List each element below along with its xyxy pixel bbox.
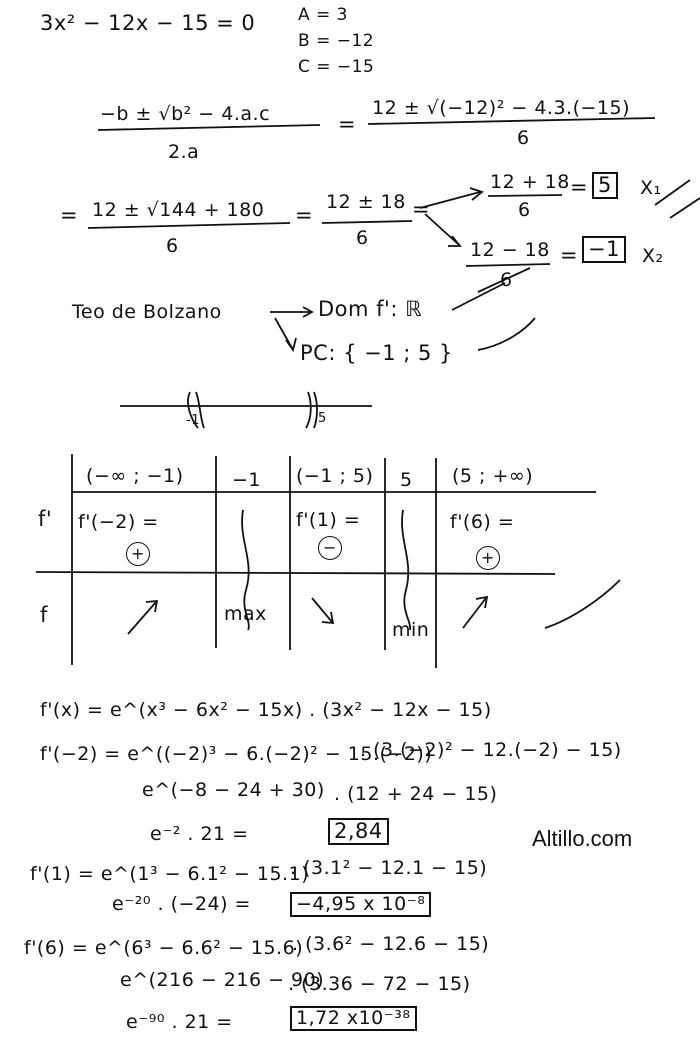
- table-header-3: (−1 ; 5): [296, 465, 374, 487]
- fprime-6-result: 1,72 x10⁻³⁸: [290, 1006, 417, 1031]
- coeff-c: C = −15: [298, 57, 375, 77]
- fprime-1-line3: e⁻²⁰ . (−24) =: [112, 893, 251, 915]
- trend-arrow-up-1: [128, 602, 156, 634]
- step3-numerator: 12 ± 18: [326, 191, 406, 213]
- x2-numerator: 12 − 18: [470, 239, 550, 261]
- equals-sign-5: =: [570, 175, 589, 199]
- equals-sign-1: =: [338, 112, 357, 136]
- substituted-denominator: 6: [517, 127, 530, 149]
- substituted-numerator: 12 ± √(−12)² − 4.3.(−15): [372, 97, 630, 119]
- equation: 3x² − 12x − 15 = 0: [40, 11, 256, 35]
- fprime-m2-line4: . (12 + 24 − 15): [334, 783, 498, 805]
- fprime-m2-line1: f'(−2) = e^((−2)³ − 6.(−2)² − 15.(−2)): [40, 743, 433, 765]
- eval-2: f'(1) =: [296, 509, 361, 531]
- fprime-1-line1: f'(1) = e^(1³ − 6.1² − 15.1): [30, 863, 310, 885]
- wavy-2: [402, 510, 410, 630]
- fraction-bar-formula: [98, 125, 320, 130]
- x1-label: X₁: [640, 177, 662, 199]
- equals-sign-3: =: [295, 203, 314, 227]
- sign-2: −: [318, 536, 342, 560]
- check-mark-5: [545, 580, 620, 628]
- x2-denominator: 6: [500, 269, 513, 291]
- number-line-label-1: -1: [186, 413, 200, 428]
- step3-denominator: 6: [356, 227, 369, 249]
- watermark: Altillo.com: [532, 826, 633, 851]
- fprime-m2-line3: e^(−8 − 24 + 30): [142, 779, 325, 801]
- x1-denominator: 6: [518, 199, 531, 221]
- fprime-6-line5: e⁻⁹⁰ . 21 =: [126, 1011, 233, 1033]
- label-max: max: [224, 603, 267, 625]
- x1-numerator: 12 + 18: [490, 171, 570, 193]
- row-label-f: f: [40, 603, 48, 627]
- eval-1: f'(−2) =: [78, 511, 159, 533]
- paren-right: [306, 392, 311, 428]
- check-mark-3: [452, 283, 505, 310]
- step2-denominator: 6: [166, 235, 179, 257]
- formula-numerator: −b ± √b² − 4.a.c: [100, 103, 271, 125]
- sign-1: +: [126, 542, 150, 566]
- x2-result: −1: [582, 236, 626, 263]
- step2-numerator: 12 ± √144 + 180: [92, 199, 265, 221]
- equals-sign-2: =: [60, 203, 79, 227]
- row-label-fprime: f': [38, 507, 53, 531]
- table-hline-middle: [36, 572, 555, 574]
- fraction-bar-step2: [88, 223, 290, 228]
- x2-label: X₂: [642, 245, 664, 267]
- fprime-1-line2: . (3.1² − 12.1 − 15): [290, 857, 488, 879]
- label-min: min: [392, 619, 430, 641]
- critical-points: PC: { −1 ; 5 }: [300, 341, 453, 365]
- fraction-bar-x1: [488, 195, 562, 196]
- trend-arrow-up-2: [463, 598, 486, 628]
- fprime-m2-line2: . (3.(−2)² − 12.(−2) − 15): [360, 739, 622, 761]
- derivative-formula: f'(x) = e^(x³ − 6x² − 15x) . (3x² − 12x − 15): [40, 699, 492, 721]
- number-line-label-2: 5: [318, 411, 327, 426]
- formula-denominator: 2.a: [168, 141, 200, 163]
- fprime-6-line3: e^(216 − 216 − 90): [120, 969, 325, 991]
- fprime-1-result: −4,95 x 10⁻⁸: [290, 892, 431, 917]
- table-header-1: (−∞ ; −1): [86, 465, 184, 487]
- fraction-bar-x2: [466, 264, 550, 266]
- equals-sign-4: =: [412, 197, 431, 221]
- sign-3: +: [476, 546, 500, 570]
- table-header-4: 5: [400, 469, 413, 491]
- check-mark-4: [478, 318, 535, 350]
- fprime-6-line1: f'(6) = e^(6³ − 6.6² − 15.6): [24, 937, 304, 959]
- table-header-2: −1: [232, 469, 262, 491]
- fprime-6-line4: . (3.36 − 72 − 15): [288, 973, 471, 995]
- bolzano-title: Teo de Bolzano: [72, 301, 222, 323]
- equals-sign-6: =: [560, 243, 579, 267]
- fprime-m2-line5: e⁻² . 21 =: [150, 823, 249, 845]
- domain-text: Dom f': ℝ: [318, 297, 423, 321]
- table-header-5: (5 ; +∞): [452, 465, 534, 487]
- eval-3: f'(6) =: [450, 511, 515, 533]
- fraction-bar-step3: [322, 221, 412, 223]
- trend-arrow-down: [312, 598, 332, 622]
- fprime-6-line2: . (3.6² − 12.6 − 15): [292, 933, 490, 955]
- coeff-a: A = 3: [298, 5, 348, 25]
- fprime-m2-result: 2,84: [328, 818, 389, 845]
- x1-result: 5: [592, 172, 618, 199]
- coeff-b: B = −12: [298, 31, 375, 51]
